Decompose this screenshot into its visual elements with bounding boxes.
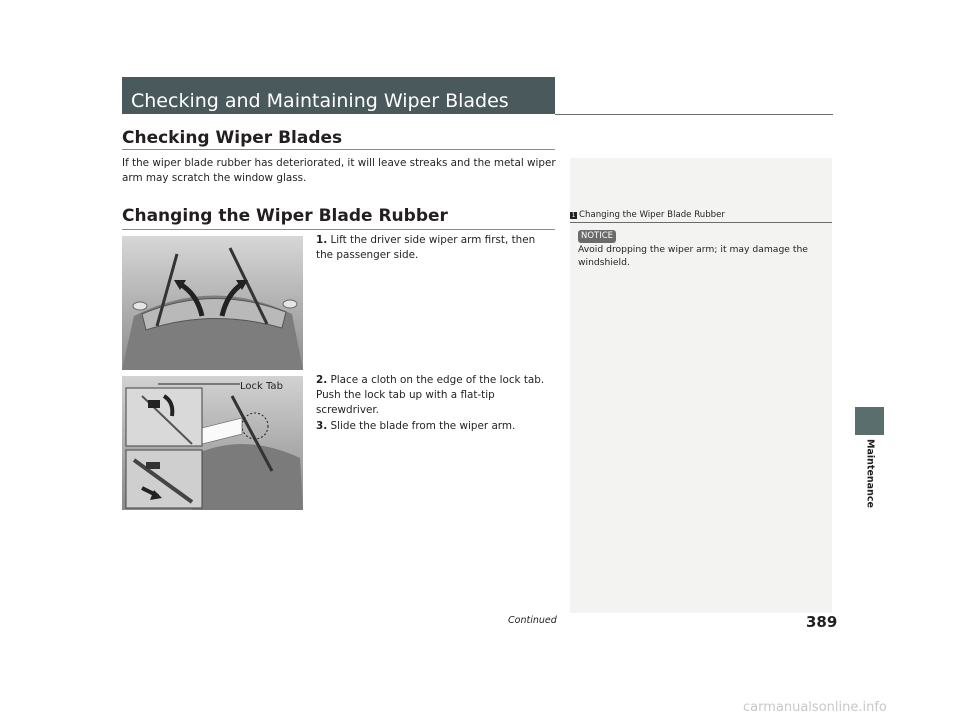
- step-1: [316, 233, 546, 263]
- step-text: Slide the blade from the wiper arm.: [330, 420, 516, 432]
- step-number: 1.: [316, 234, 328, 246]
- wiper-arms-lift-figure: [122, 236, 303, 370]
- step-text: Lift the driver side wiper arm first, then the passenger side.: [316, 234, 536, 261]
- section-tab-label: Maintenance: [864, 439, 876, 508]
- continued-label: Continued: [508, 615, 557, 626]
- sidebar-rule: [570, 222, 832, 223]
- sidebar-title-text: Changing the Wiper Blade Rubber: [579, 210, 725, 220]
- heading-checking-wiper-blades: Checking Wiper Blades: [122, 128, 343, 148]
- notice-badge: NOTICE: [578, 230, 616, 243]
- heading-changing-wiper-blade-rubber: Changing the Wiper Blade Rubber: [122, 206, 448, 226]
- heading-rule: [122, 149, 555, 150]
- heading-rule: [122, 229, 555, 230]
- watermark: carmanualsonline.info: [743, 700, 887, 715]
- step-2: [316, 373, 546, 418]
- section-banner: [122, 77, 555, 114]
- page-title: Checking and Maintaining Wiper Blades: [131, 90, 509, 112]
- lock-tab-label: Lock Tab: [240, 381, 283, 392]
- step-text: Place a cloth on the edge of the lock tab. Push the lock tab up with a flat-tip screwdriver.: [316, 374, 545, 416]
- sidebar-panel: [570, 158, 832, 613]
- step-3: [316, 419, 546, 434]
- reference-marker-icon: 1: [571, 212, 576, 219]
- page-number: 389: [806, 613, 838, 631]
- sidebar-title: [570, 210, 725, 220]
- lock-tab-figure: [122, 376, 303, 510]
- section1-paragraph: If the wiper blade rubber has deteriorated, it will leave streaks and the metal wiper arm may scratch the window glass.: [122, 157, 556, 184]
- section-tab: [855, 407, 884, 435]
- banner-rule: [555, 114, 833, 115]
- step-number: 2.: [316, 374, 328, 386]
- step-number: 3.: [316, 420, 328, 432]
- notice-text: Avoid dropping the wiper arm; it may damage the windshield.: [578, 244, 808, 268]
